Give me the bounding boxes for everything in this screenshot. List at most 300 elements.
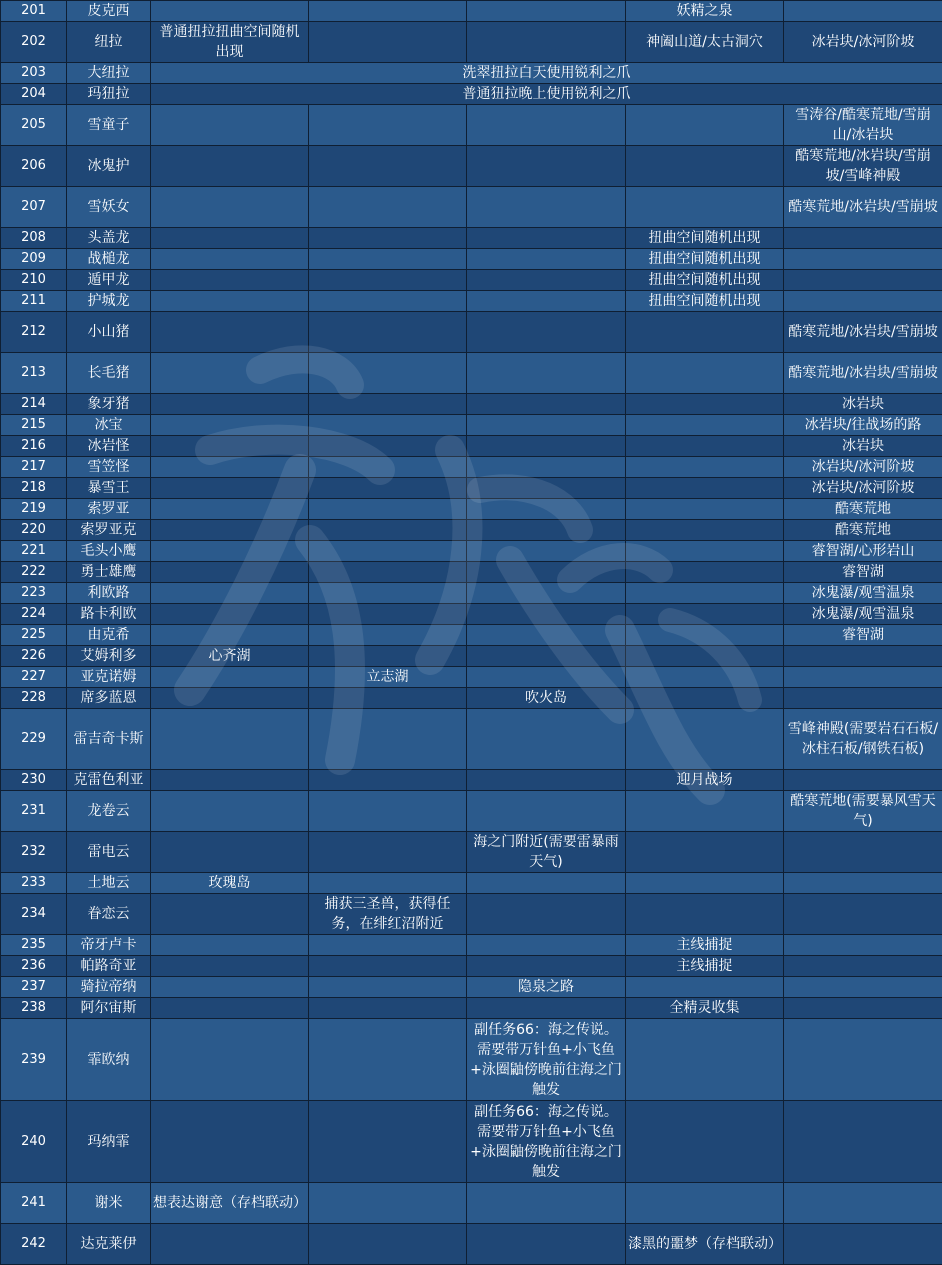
table-row [1,1101,942,1183]
location-cell [626,499,784,520]
dex-number-cell: 239 [1,1019,67,1101]
location-cell [309,228,467,249]
location-cell [626,541,784,562]
location-cell [784,1224,942,1265]
location-cell [309,249,467,270]
location-cell [467,625,626,646]
location-cell [309,1101,467,1183]
table-row [1,146,942,187]
location-cell: 酷寒荒地/冰岩块/雪崩坡 [784,312,942,353]
pokemon-name-cell: 头盖龙 [67,228,151,249]
location-cell [309,562,467,583]
location-cell [309,353,467,394]
location-cell [151,105,309,146]
location-cell [151,604,309,625]
location-cell [467,646,626,667]
location-cell: 睿智湖 [784,625,942,646]
location-cell [784,1183,942,1224]
location-cell: 主线捕捉 [626,956,784,977]
location-cell [309,187,467,228]
location-cell [151,791,309,832]
location-cell [151,457,309,478]
location-cell: 酷寒荒地/冰岩块/雪崩坡 [784,187,942,228]
pokemon-name-cell: 霏欧纳 [67,1019,151,1101]
location-cell [467,457,626,478]
pokemon-name-cell: 骑拉帝纳 [67,977,151,998]
dex-number-cell: 241 [1,1183,67,1224]
location-cell: 普通扭拉扭曲空间随机出现 [151,22,309,63]
location-cell [151,291,309,312]
pokemon-name-cell: 索罗亚克 [67,520,151,541]
dex-number-cell: 224 [1,604,67,625]
location-cell: 扭曲空间随机出现 [626,270,784,291]
location-cell [626,105,784,146]
location-cell [784,249,942,270]
location-cell [309,625,467,646]
pokemon-name-cell: 雪童子 [67,105,151,146]
table-row [1,791,942,832]
location-cell [626,353,784,394]
location-cell [467,499,626,520]
location-cell: 冰岩块/冰河阶坡 [784,478,942,499]
location-cell [151,353,309,394]
table-row [1,832,942,873]
location-cell [626,625,784,646]
location-cell: 捕获三圣兽，获得任务，在绯红沼附近 [309,894,467,935]
pokemon-name-cell: 谢米 [67,1183,151,1224]
dex-number-cell: 208 [1,228,67,249]
location-cell [309,998,467,1019]
location-cell [309,105,467,146]
location-cell [309,312,467,353]
location-cell [467,1224,626,1265]
location-cell [309,688,467,709]
location-cell [626,436,784,457]
location-cell: 妖精之泉 [626,1,784,22]
location-cell [626,520,784,541]
pokemon-name-cell: 毛头小鹰 [67,541,151,562]
location-cell [309,146,467,187]
dex-number-cell: 214 [1,394,67,415]
location-cell [467,291,626,312]
table-row [1,935,942,956]
location-cell [467,436,626,457]
pokemon-name-cell: 遁甲龙 [67,270,151,291]
location-cell [467,667,626,688]
location-cell [626,709,784,770]
pokemon-name-cell: 龙卷云 [67,791,151,832]
table-row [1,499,942,520]
location-cell [784,977,942,998]
pokemon-name-cell: 雷吉奇卡斯 [67,709,151,770]
location-cell [626,894,784,935]
location-cell [784,770,942,791]
dex-number-cell: 216 [1,436,67,457]
location-cell: 酷寒荒地(需要暴风雪天气) [784,791,942,832]
location-cell [467,415,626,436]
location-cell: 心齐湖 [151,646,309,667]
location-cell [151,478,309,499]
pokemon-name-cell: 大纽拉 [67,63,151,84]
location-cell [151,228,309,249]
location-cell [467,770,626,791]
location-cell [626,791,784,832]
table-row [1,291,942,312]
pokemon-name-cell: 帝牙卢卡 [67,935,151,956]
dex-number-cell: 222 [1,562,67,583]
pokemon-name-cell: 玛狃拉 [67,84,151,105]
location-cell [626,873,784,894]
location-cell [309,935,467,956]
location-cell [467,894,626,935]
pokemon-name-cell: 由克希 [67,625,151,646]
location-cell [151,541,309,562]
dex-number-cell: 228 [1,688,67,709]
pokemon-name-cell: 冰鬼护 [67,146,151,187]
location-cell: 副任务66：海之传说。需要带万针鱼+小飞鱼+泳圈鼬傍晚前往海之门触发 [467,1019,626,1101]
location-cell [151,832,309,873]
location-cell: 洗翠扭拉白天使用锐利之爪 [151,63,942,84]
location-cell [784,894,942,935]
pokemon-name-cell: 雷电云 [67,832,151,873]
location-cell [467,105,626,146]
location-cell [151,436,309,457]
pokemon-name-cell: 战槌龙 [67,249,151,270]
location-cell: 睿智湖 [784,562,942,583]
location-cell [626,1019,784,1101]
location-cell [309,956,467,977]
location-cell [151,394,309,415]
location-cell [784,1101,942,1183]
location-cell [467,353,626,394]
location-cell [309,394,467,415]
location-cell [467,998,626,1019]
location-cell [626,457,784,478]
pokemon-name-cell: 皮克西 [67,1,151,22]
location-cell [309,583,467,604]
location-cell: 玫瑰岛 [151,873,309,894]
location-cell: 漆黑的噩梦（存档联动） [626,1224,784,1265]
location-cell: 立志湖 [309,667,467,688]
dex-number-cell: 233 [1,873,67,894]
location-cell [467,520,626,541]
table-row [1,520,942,541]
dex-number-cell: 205 [1,105,67,146]
table-row [1,312,942,353]
location-cell: 冰岩块 [784,436,942,457]
table-row [1,667,942,688]
location-cell [309,1224,467,1265]
location-cell [626,667,784,688]
table-row [1,436,942,457]
location-cell: 冰岩块/往战场的路 [784,415,942,436]
table-row [1,604,942,625]
location-cell [467,1,626,22]
location-cell [467,562,626,583]
location-cell [151,146,309,187]
table-row [1,394,942,415]
dex-number-cell: 204 [1,84,67,105]
location-cell [309,791,467,832]
table-row [1,873,942,894]
pokemon-name-cell: 眷恋云 [67,894,151,935]
location-cell: 副任务66：海之传说。需要带万针鱼+小飞鱼+泳圈鼬傍晚前往海之门触发 [467,1101,626,1183]
location-cell [784,998,942,1019]
location-cell [784,270,942,291]
location-cell [151,688,309,709]
location-cell [467,541,626,562]
location-cell [309,873,467,894]
location-cell [309,770,467,791]
dex-number-cell: 209 [1,249,67,270]
location-cell [626,604,784,625]
location-cell [309,646,467,667]
location-cell [151,1101,309,1183]
location-cell [309,457,467,478]
location-cell [467,583,626,604]
pokemon-name-cell: 席多蓝恩 [67,688,151,709]
table-row [1,541,942,562]
dex-number-cell: 231 [1,791,67,832]
location-cell [467,312,626,353]
location-cell [309,604,467,625]
table-row [1,22,942,63]
dex-number-cell: 229 [1,709,67,770]
location-cell: 全精灵收集 [626,998,784,1019]
location-cell: 扭曲空间随机出现 [626,249,784,270]
location-cell: 冰鬼瀑/观雪温泉 [784,604,942,625]
pokemon-name-cell: 克雷色利亚 [67,770,151,791]
location-cell [784,667,942,688]
dex-number-cell: 219 [1,499,67,520]
location-cell: 雪峰神殿(需要岩石石板/冰柱石板/钢铁石板) [784,709,942,770]
dex-number-cell: 211 [1,291,67,312]
location-cell: 主线捕捉 [626,935,784,956]
table-row [1,84,942,105]
location-cell [626,688,784,709]
table-row [1,562,942,583]
location-cell [467,249,626,270]
location-cell [309,977,467,998]
location-cell: 冰岩块/冰河阶坡 [784,457,942,478]
location-cell [151,1019,309,1101]
pokemon-name-cell: 雪妖女 [67,187,151,228]
location-cell [626,1101,784,1183]
location-cell: 扭曲空间随机出现 [626,228,784,249]
location-cell: 雪涛谷/酷寒荒地/雪崩山/冰岩块 [784,105,942,146]
location-cell [151,1224,309,1265]
location-cell [784,873,942,894]
location-cell [151,415,309,436]
table-row [1,270,942,291]
location-cell [151,187,309,228]
location-cell [626,562,784,583]
location-cell [467,22,626,63]
pokemon-name-cell: 冰宝 [67,415,151,436]
location-cell [467,394,626,415]
location-cell [784,688,942,709]
location-cell [309,1019,467,1101]
location-cell [467,935,626,956]
dex-number-cell: 227 [1,667,67,688]
location-cell [626,187,784,228]
location-cell [309,709,467,770]
location-cell [467,956,626,977]
dex-number-cell: 201 [1,1,67,22]
dex-number-cell: 238 [1,998,67,1019]
location-cell: 冰岩块/冰河阶坡 [784,22,942,63]
pokemon-name-cell: 暴雪王 [67,478,151,499]
table-row [1,709,942,770]
location-cell [467,228,626,249]
pokemon-name-cell: 土地云 [67,873,151,894]
dex-number-cell: 235 [1,935,67,956]
dex-number-cell: 215 [1,415,67,436]
pokemon-name-cell: 纽拉 [67,22,151,63]
table-row [1,1224,942,1265]
dex-number-cell: 213 [1,353,67,394]
location-cell [151,894,309,935]
table-row [1,105,942,146]
table-row [1,1019,942,1101]
dex-number-cell: 226 [1,646,67,667]
location-cell [151,1,309,22]
location-cell [467,604,626,625]
location-cell [309,1183,467,1224]
location-cell: 冰鬼瀑/观雪温泉 [784,583,942,604]
location-cell [626,646,784,667]
dex-number-cell: 202 [1,22,67,63]
table-row [1,688,942,709]
location-cell [467,478,626,499]
location-cell [151,249,309,270]
location-cell [151,583,309,604]
location-cell: 扭曲空间随机出现 [626,291,784,312]
dex-number-cell: 221 [1,541,67,562]
location-cell [626,312,784,353]
pokemon-name-cell: 利欧路 [67,583,151,604]
dex-number-cell: 206 [1,146,67,187]
location-cell [151,499,309,520]
pokemon-name-cell: 玛纳霏 [67,1101,151,1183]
location-cell [626,146,784,187]
pokemon-name-cell: 小山猪 [67,312,151,353]
location-cell [467,709,626,770]
location-cell [467,1183,626,1224]
pokemon-name-cell: 帕路奇亚 [67,956,151,977]
dex-number-cell: 236 [1,956,67,977]
table-row [1,977,942,998]
table-row [1,770,942,791]
table-row [1,249,942,270]
location-cell [467,270,626,291]
dex-number-cell: 240 [1,1101,67,1183]
table-row [1,956,942,977]
location-cell [784,646,942,667]
location-cell [784,1,942,22]
location-cell [784,832,942,873]
location-cell [309,541,467,562]
location-cell: 海之门附近(需要雷暴雨天气) [467,832,626,873]
pokemon-name-cell: 长毛猪 [67,353,151,394]
location-cell [309,270,467,291]
location-cell [151,270,309,291]
location-cell [309,22,467,63]
location-cell: 酷寒荒地 [784,499,942,520]
table-row [1,646,942,667]
dex-number-cell: 225 [1,625,67,646]
table-row [1,228,942,249]
location-cell [309,832,467,873]
dex-number-cell: 230 [1,770,67,791]
location-cell: 睿智湖/心形岩山 [784,541,942,562]
location-cell: 吹火岛 [467,688,626,709]
table-row [1,625,942,646]
table-row [1,1,942,22]
table-row [1,63,942,84]
pokemon-name-cell: 护城龙 [67,291,151,312]
dex-number-cell: 232 [1,832,67,873]
location-cell [151,562,309,583]
location-cell: 酷寒荒地/冰岩块/雪崩坡 [784,353,942,394]
dex-number-cell: 242 [1,1224,67,1265]
location-cell [626,415,784,436]
table-row [1,415,942,436]
location-cell [151,770,309,791]
location-cell [467,146,626,187]
location-cell: 酷寒荒地 [784,520,942,541]
location-cell [467,187,626,228]
pokemon-name-cell: 路卡利欧 [67,604,151,625]
location-cell: 酷寒荒地/冰岩块/雪崩坡/雪峰神殿 [784,146,942,187]
location-cell [784,956,942,977]
location-cell: 神阖山道/太古洞穴 [626,22,784,63]
dex-number-cell: 207 [1,187,67,228]
dex-number-cell: 223 [1,583,67,604]
location-cell [626,977,784,998]
pokemon-name-cell: 雪笠怪 [67,457,151,478]
location-cell [151,956,309,977]
location-cell [309,415,467,436]
location-cell [626,583,784,604]
table-row [1,1183,942,1224]
table-row [1,353,942,394]
table-row [1,583,942,604]
location-cell [151,667,309,688]
pokemon-name-cell: 冰岩怪 [67,436,151,457]
table-row [1,187,942,228]
location-cell [467,873,626,894]
pokemon-name-cell: 艾姆利多 [67,646,151,667]
location-cell [151,977,309,998]
location-cell [309,291,467,312]
location-cell [626,832,784,873]
location-cell [151,998,309,1019]
pokemon-name-cell: 勇士雄鹰 [67,562,151,583]
dex-number-cell: 220 [1,520,67,541]
dex-number-cell: 210 [1,270,67,291]
location-cell [151,935,309,956]
location-cell [784,935,942,956]
table-row [1,998,942,1019]
pokemon-name-cell: 象牙猪 [67,394,151,415]
pokemon-name-cell: 索罗亚 [67,499,151,520]
location-cell [309,499,467,520]
dex-number-cell: 217 [1,457,67,478]
location-cell [467,791,626,832]
table-row [1,478,942,499]
location-cell [309,478,467,499]
